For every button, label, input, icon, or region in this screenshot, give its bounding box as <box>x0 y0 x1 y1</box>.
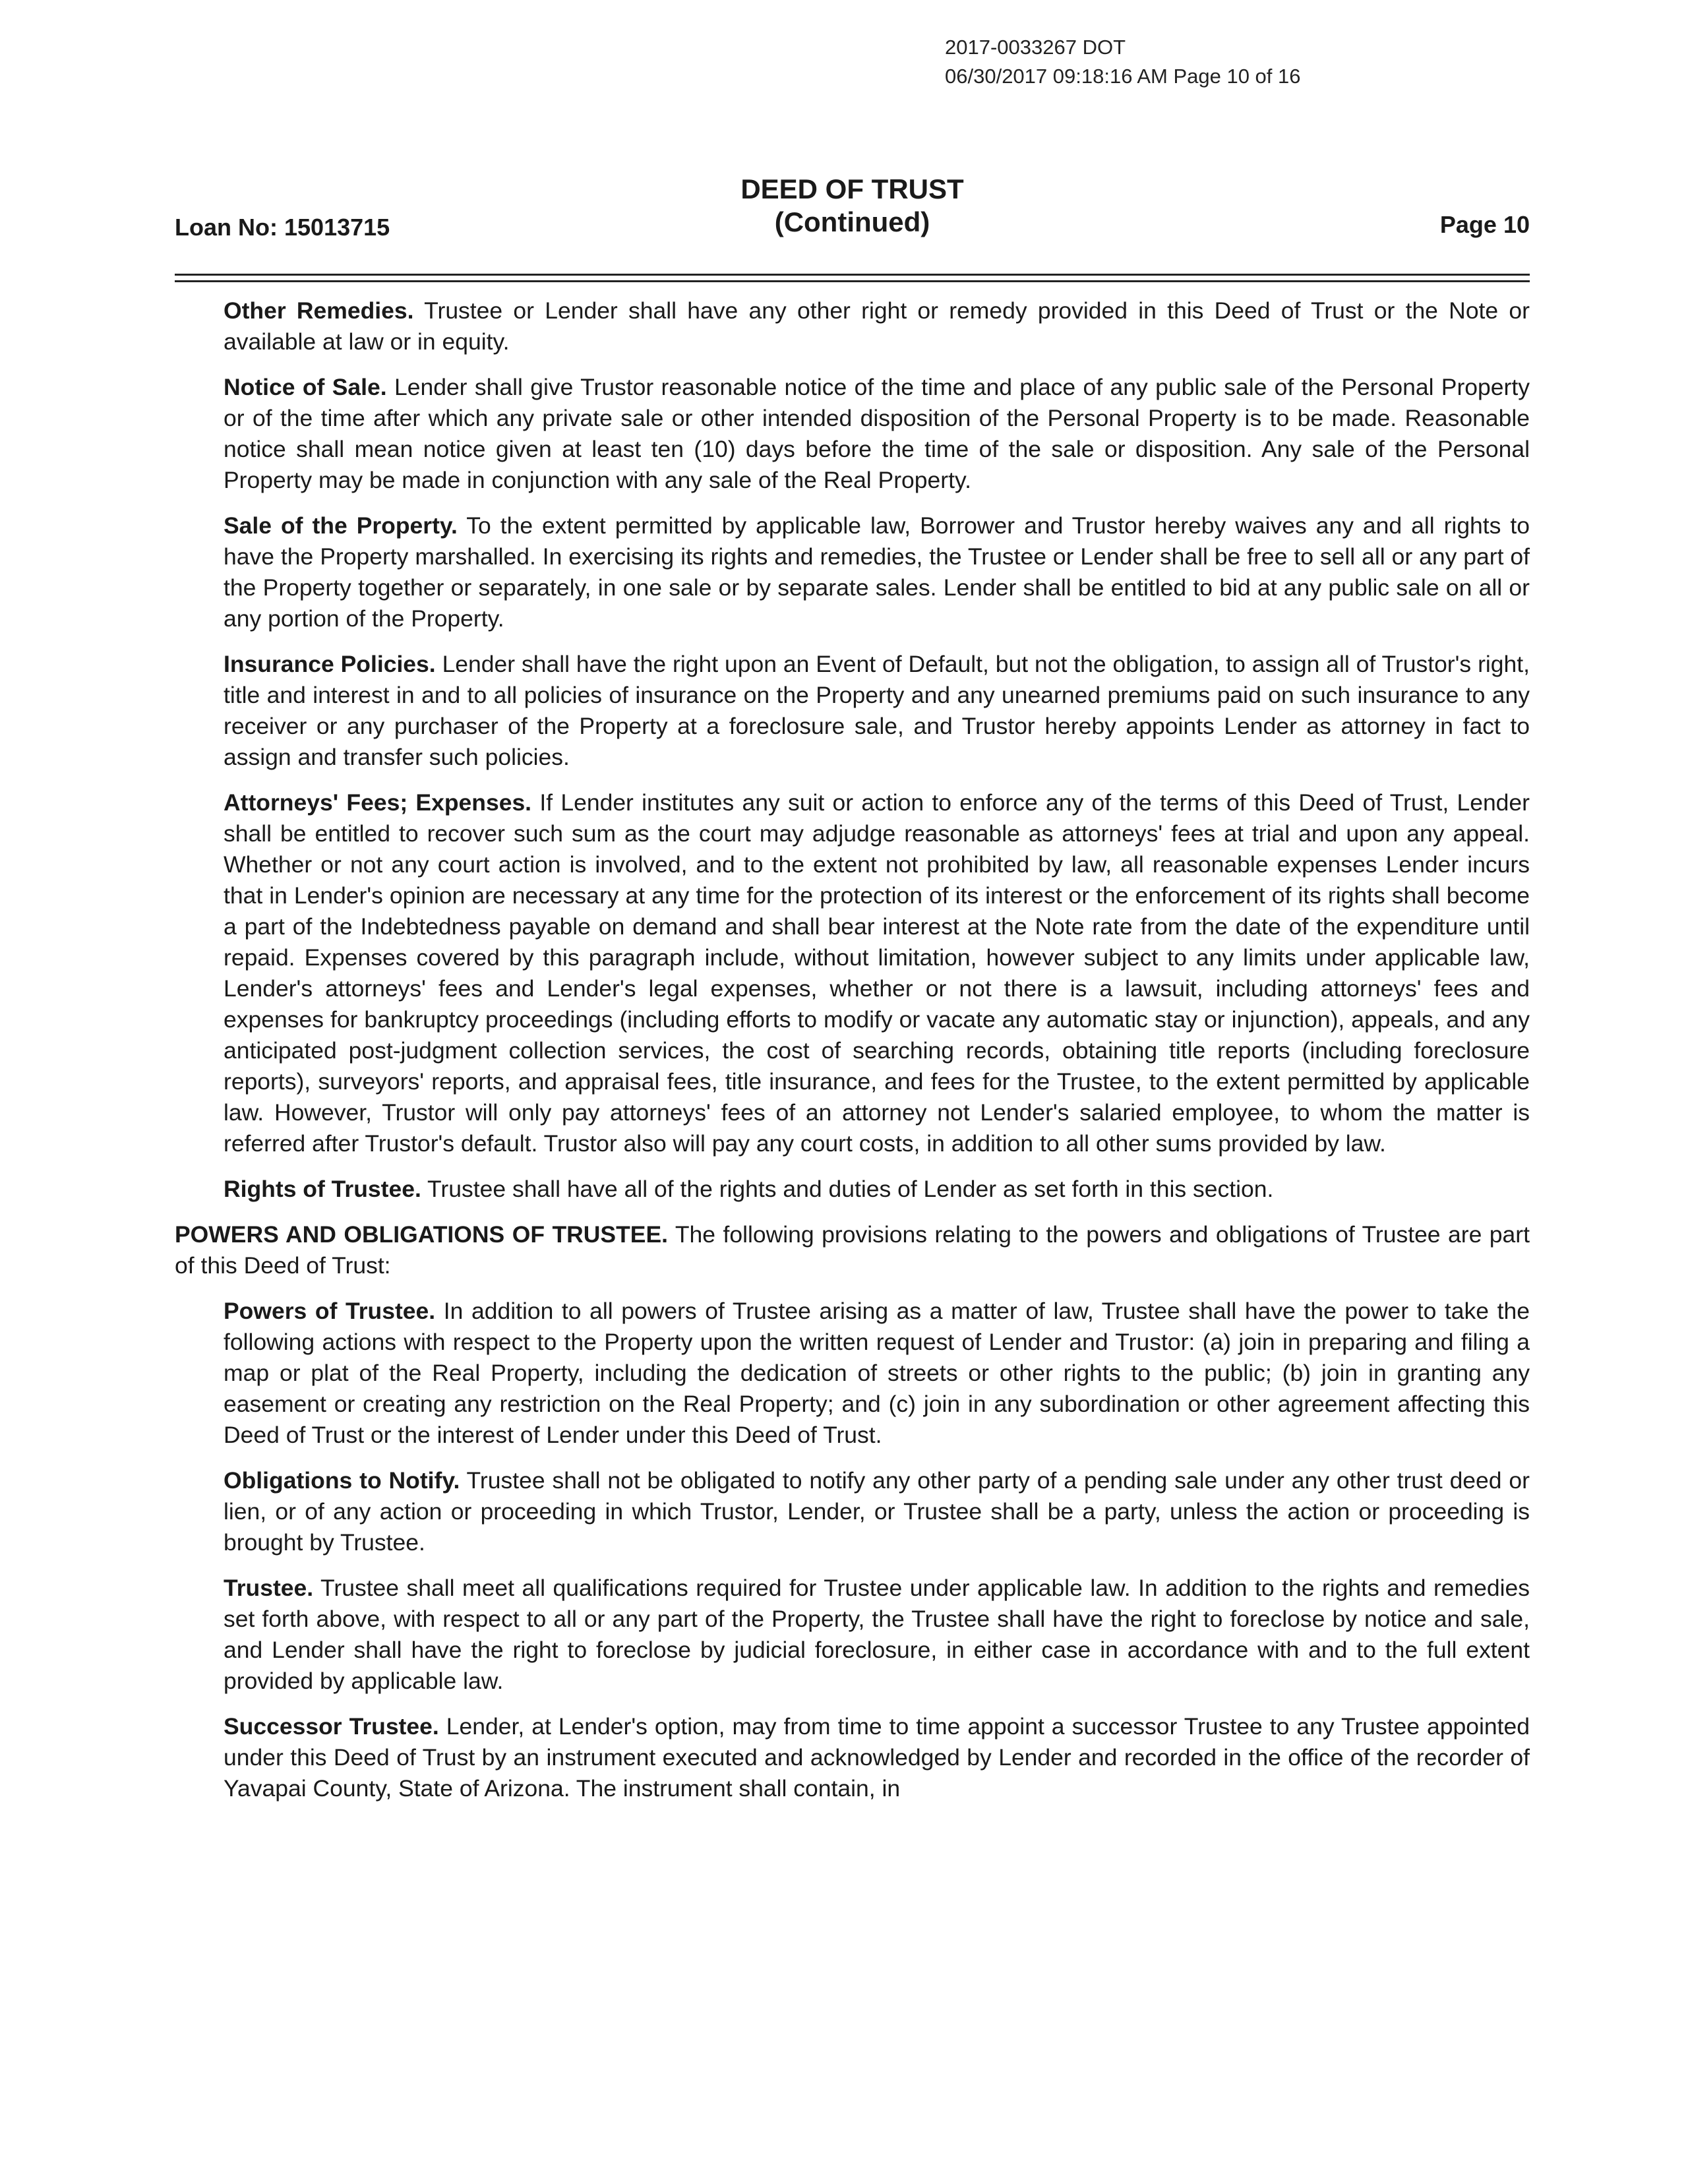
section-text: The following provisions relating to the powers and obligations of Trustee are part of this Deed of Trust: <box>175 1221 1530 1279</box>
section-term: Powers of Trustee. <box>224 1298 436 1324</box>
section-rights-of-trustee <box>224 1174 1530 1205</box>
document-title: DEED OF TRUST <box>740 173 964 204</box>
loan-label: Loan No: <box>175 214 278 241</box>
section-term: Obligations to Notify. <box>224 1467 460 1494</box>
section-notice-of-sale <box>224 372 1530 496</box>
section-sale-of-property <box>224 510 1530 634</box>
recording-doc-number: 2017-0033267 DOT <box>945 36 1126 59</box>
section-text: Trustee shall meet all qualifications required for Trustee under applicable law. In addition to the rights and remedies set forth above, with respect to all or any part of the Property, the Trustee shall have the right to foreclose by notice and sale, and Lender shall have the right to foreclose by judicial foreclosure, in either case in accordance with and to the full extent provided by applicable law. <box>224 1575 1530 1694</box>
section-text: Lender shall have the right upon an Event of Default, but not the obligation, to assign all of Trustor's right, title and interest in and to all policies of insurance on the Property and any unearned premiums paid on such insurance to any receiver or any purchaser of the Property at a foreclosure sale, and Trustor hereby appoints Lender as attorney in fact to assign and transfer such policies. <box>224 651 1530 770</box>
recording-datetime-page: 06/30/2017 09:18:16 AM Page 10 of 16 <box>945 65 1301 88</box>
page-indicator <box>1440 211 1530 239</box>
document-subtitle: (Continued) <box>774 206 930 237</box>
section-text: In addition to all powers of Trustee arising as a matter of law, Trustee shall have the power to take the following actions with respect to the Property upon the written request of Lender and Trustor: (a) join in preparing and filing a map or plat of the Real Property, including the dedication of streets or other rights to the public; (b) join in granting any easement or creating any restriction on the Real Property; and (c) join in any subordination or other agreement affecting this Deed of Trust or the interest of Lender under this Deed of Trust. <box>224 1298 1530 1448</box>
section-other-remedies <box>224 295 1530 357</box>
page-number: 10 <box>1503 211 1530 238</box>
section-text: Lender, at Lender's option, may from time to time appoint a successor Trustee to any Trustee appointed under this Deed of Trust by an instrument executed and acknowledged by Lender and recorded in the office of the recorder of Yavapai County, State of Arizona. The instrument shall contain, in <box>224 1713 1530 1802</box>
section-powers-and-obligations <box>175 1219 1530 1281</box>
section-attorneys-fees <box>224 787 1530 1159</box>
section-successor-trustee <box>224 1711 1530 1804</box>
section-powers-of-trustee <box>224 1296 1530 1451</box>
section-text: If Lender institutes any suit or action to enforce any of the terms of this Deed of Trust, Lender shall be entitled to recover such sum as the court may adjudge reasonable as attorneys' fees at trial and upon any appeal. Whether or not any court action is involved, and to the extent not prohibited by law, all reasonable expenses Lender incurs that in Lender's opinion are necessary at any time for the protection of its interest or the enforcement of its rights shall become a part of the Indebtedness payable on demand and shall bear interest at the Note rate from the date of the expenditure until repaid. Expenses covered by this paragraph include, without limitation, however subject to any limits under applicable law, Lender's attorneys' fees and Lender's legal expenses, whether or not there is a lawsuit, including attorneys' fees and expenses for bankruptcy proceedings (including efforts to modify or vacate any automatic stay or injunction), appeals, and any anticipated post-judgment collection services, the cost of searching records, obtaining title reports (including foreclosure reports), surveyors' reports, and appraisal fees, title insurance, and fees for the Trustee, to the extent permitted by applicable law. However, Trustor will only pay attorneys' fees of an attorney not Lender's salaried employee, to whom the matter is referred after Trustor's default. Trustor also will pay any court costs, in addition to all other sums provided by law. <box>224 789 1530 1157</box>
header-rule-top <box>175 274 1530 276</box>
section-term: Attorneys' Fees; Expenses. <box>224 789 532 816</box>
section-text: Lender shall give Trustor reasonable notice of the time and place of any public sale of the Personal Property or of the time after which any private sale or other intended disposition of the Personal Property is to be made. Reasonable notice shall mean notice given at least ten (10) days before the time of the sale or disposition. Any sale of the Personal Property may be made in conjunction with any sale of the Real Property. <box>224 374 1530 493</box>
section-insurance-policies <box>224 649 1530 773</box>
section-obligations-to-notify <box>224 1465 1530 1558</box>
document-header <box>175 173 1530 252</box>
section-text: To the extent permitted by applicable law, Borrower and Trustor hereby waives any and all rights to have the Property marshalled. In exercising its rights and remedies, the Trustee or Lender shall be free to sell all or any part of the Property together or separately, in one sale or by separate sales. Lender shall be entitled to bid at any public sale on all or any portion of the Property. <box>224 512 1530 632</box>
header-rule-bottom <box>175 280 1530 282</box>
section-term: Sale of the Property. <box>224 512 458 539</box>
section-trustee <box>224 1573 1530 1697</box>
section-term: Insurance Policies. <box>224 651 436 677</box>
section-term: Notice of Sale. <box>224 374 387 400</box>
section-text: Trustee or Lender shall have any other right or remedy provided in this Deed of Trust or the Note or available at law or in equity. <box>224 297 1530 355</box>
section-term: Other Remedies. <box>224 297 414 324</box>
page-label: Page <box>1439 211 1497 238</box>
loan-number-value: 15013715 <box>284 214 390 241</box>
recording-stamp <box>945 33 1301 91</box>
document-title-block <box>175 173 1530 239</box>
section-term: Rights of Trustee. <box>224 1176 421 1202</box>
section-term: POWERS AND OBLIGATIONS OF TRUSTEE. <box>175 1221 669 1248</box>
section-text: Trustee shall not be obligated to notify any other party of a pending sale under any other trust deed or lien, or of any action or proceeding in which Trustor, Lender, or Trustee shall be a party, unless the action or proceeding is brought by Trustee. <box>224 1467 1530 1556</box>
section-term: Successor Trustee. <box>224 1713 439 1740</box>
section-term: Trustee. <box>224 1575 314 1601</box>
document-body <box>175 295 1530 1819</box>
section-text: Trustee shall have all of the rights and duties of Lender as set forth in this section. <box>427 1176 1274 1202</box>
